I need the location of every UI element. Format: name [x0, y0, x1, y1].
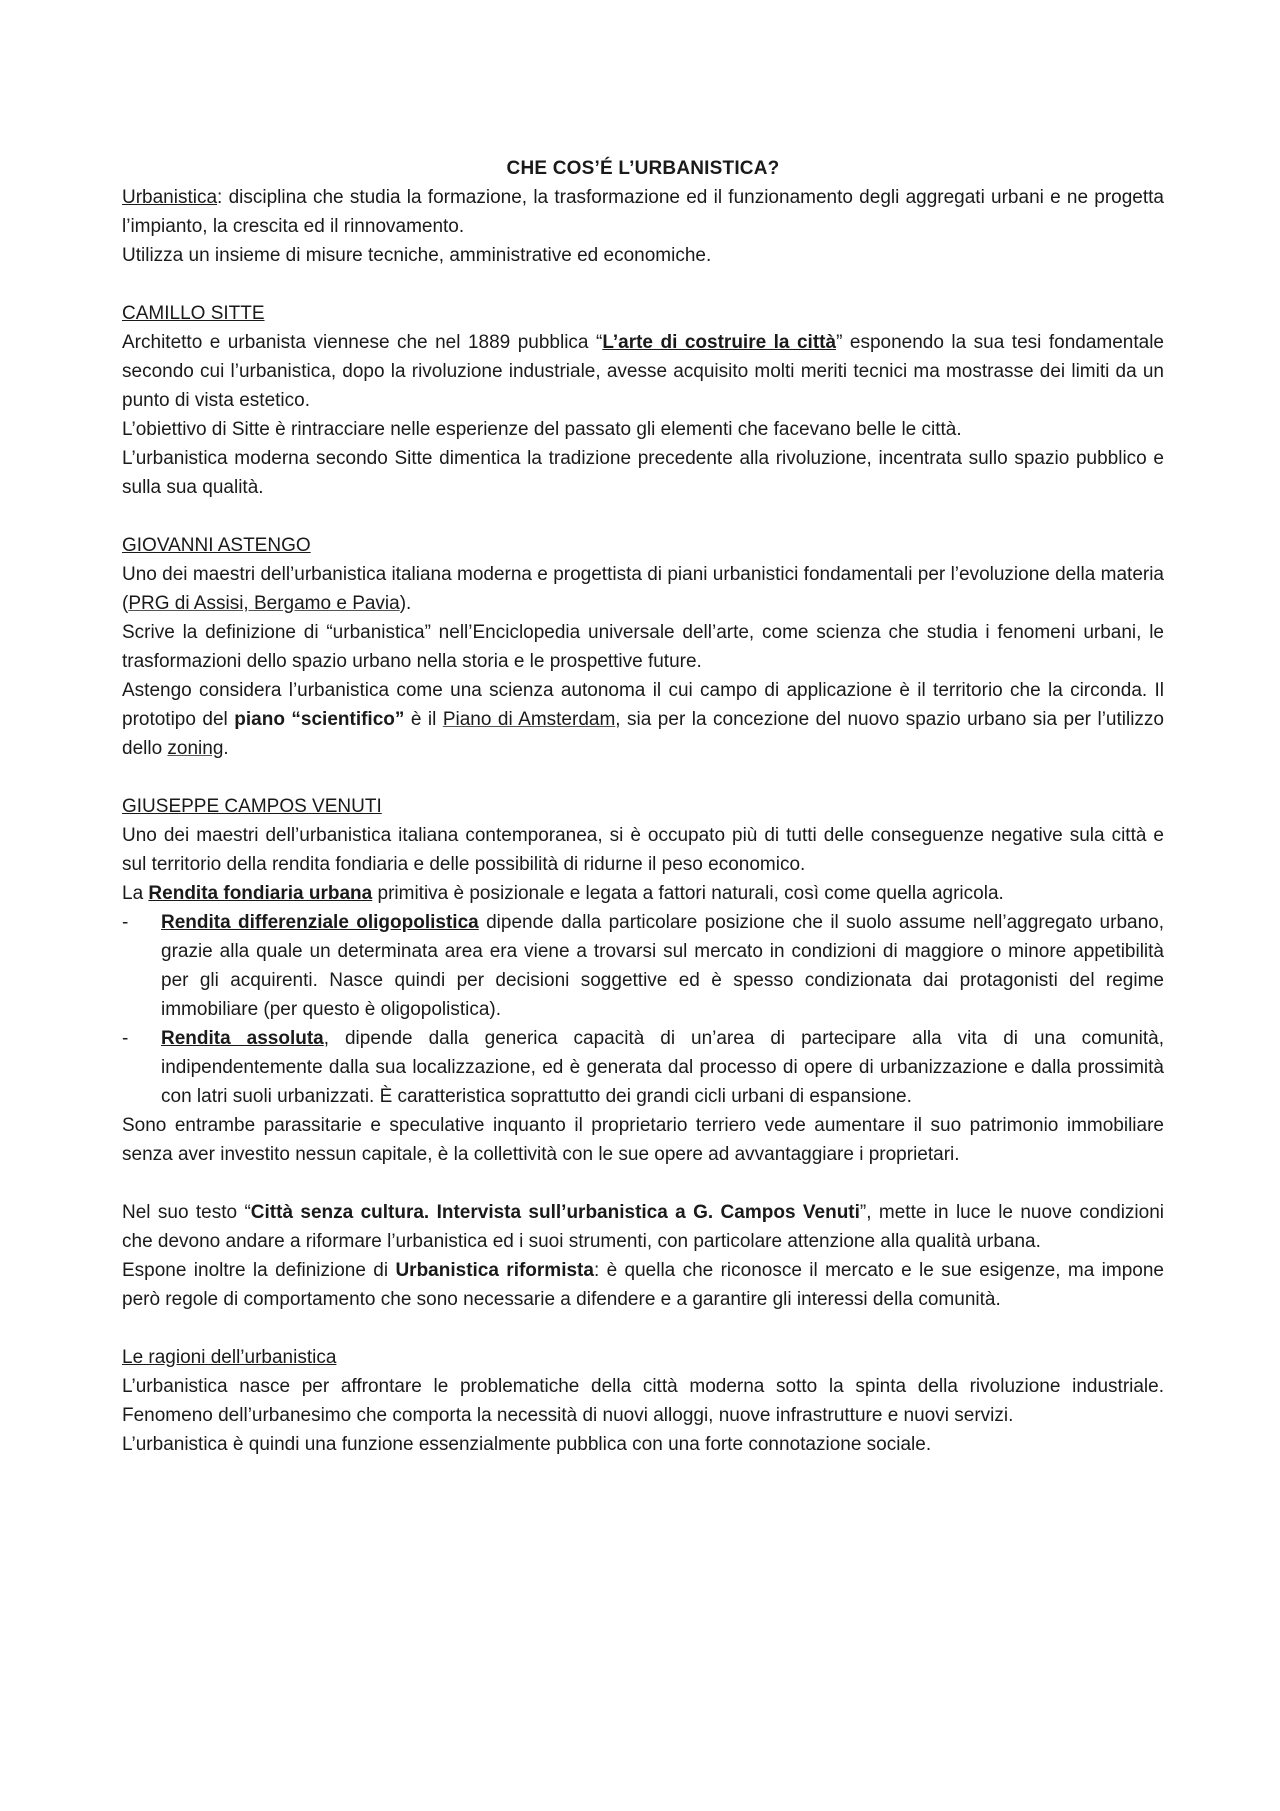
section-heading-astengo: GIOVANNI ASTENGO [122, 535, 311, 556]
campos-text: Espone inoltre la definizione di [122, 1260, 396, 1281]
astengo-text: . [223, 738, 229, 759]
bullet-dash: - [122, 1028, 129, 1049]
campos-paragraph-1: Uno dei maestri dell’urbanistica italiana contemporanea, si è occupato più di tutti delle conseguenze negative sula città e sul territorio della rendita fondiaria e delle possibilità di ridurne il peso economico. [122, 825, 1164, 875]
spacer [122, 1314, 1164, 1343]
spacer [122, 763, 1164, 792]
intro-paragraph [122, 183, 1164, 241]
campos-paragraph-4 [122, 1198, 1164, 1256]
sitte-text: ” esponendo la sua tesi fondamentale secondo cui l’urbanistica, dopo la rivoluzione industriale, avesse acquisito molti meriti tecnici ma mostrasse dei limiti da un punto di vista estetico. [122, 332, 1164, 411]
campos-text: primitiva è posizionale e legata a fattori naturali, così come quella agricola. [372, 883, 1004, 904]
page-title: CHE COS’É L’URBANISTICA? [506, 158, 780, 179]
astengo-paragraph-2: Scrive la definizione di “urbanistica” nell’Enciclopedia universale dell’arte, come scienza che studia i fenomeni urbani, le trasformazioni dello spazio urbano nella storia e le prospettive future. [122, 622, 1164, 672]
section-heading-ragioni: Le ragioni dell’urbanistica [122, 1347, 337, 1368]
campos-text: ”, mette in luce le nuove condizioni che devono andare a riformare l’urbanistica ed i suoi strumenti, con particolare attenzione alla qualità urbana. [122, 1202, 1165, 1252]
book-title-campos: Città senza cultura. Intervista sull’urbanistica a G. Campos Venuti [250, 1202, 860, 1223]
campos-text: Nel suo testo “ [122, 1202, 251, 1223]
campos-text: : è quella che riconosce il mercato e le sue esigenze, ma impone però regole di comportamento che sono necessarie a difendere e a garantire gli interessi della comunità. [122, 1260, 1164, 1310]
campos-paragraph-5 [122, 1256, 1164, 1314]
spacer [122, 502, 1164, 531]
ragioni-paragraph-1: L’urbanistica nasce per affrontare le problematiche della città moderna sotto la spinta della rivoluzione industriale. Fenomeno dell’urbanesimo che comporta la necessità di nuovi alloggi, nuove infrastrutture e nuovi servizi. [122, 1376, 1164, 1426]
list-item [122, 908, 1164, 1024]
astengo-text: è il [404, 709, 443, 730]
section-heading-campos: GIUSEPPE CAMPOS VENUTI [122, 796, 382, 817]
bullet-dash: - [122, 912, 129, 933]
piano-amsterdam: Piano di Amsterdam [442, 709, 616, 730]
spacer [122, 270, 1164, 299]
bullet-body: , dipende dalla generica capacità di un’area di partecipare alla vita di una comunità, indipendentemente dalla sua localizzazione, ed è generata dal processo di opere di urbanizzazione e dalla prossimità con latri suoli urbanizzati. È caratteristica soprattutto dei grandi cicli urbani di espansione. [161, 1028, 1164, 1107]
sitte-text: Architetto e urbanista viennese che nel 1889 pubblica “ [122, 332, 603, 353]
piano-scientifico: piano “scientifico” [234, 709, 405, 730]
astengo-paragraph-3 [122, 676, 1164, 763]
list-item [122, 1024, 1164, 1111]
intro-definition: : disciplina che studia la formazione, la trasformazione ed il funzionamento degli aggregati urbani e ne progetta l’impianto, la crescita ed il rinnovamento. [122, 187, 1164, 237]
urbanistica-riformista: Urbanistica riformista [395, 1260, 594, 1281]
bullet-body: dipende dalla particolare posizione che il suolo assume nell’aggregato urbano, grazie alla quale un determinata area era viene a trovarsi sul mercato in condizioni di maggiore o minore appetibilità per gli acquirenti. Nasce quindi per decisioni soggettive ed è spesso condizionata dai protagonisti del regime immobiliare (per questo è oligopolistica). [161, 912, 1164, 1020]
zoning-term: zoning [167, 738, 224, 759]
sitte-paragraph-1 [122, 328, 1164, 415]
campos-paragraph-3: Sono entrambe parassitarie e speculative inquanto il proprietario terriero vede aumentare il suo patrimonio immobiliare senza aver investito nessun capitale, è la collettività con le sue opere ad avvantaggiare i proprietari. [122, 1115, 1164, 1165]
astengo-text: Astengo considera l’urbanistica come una scienza autonoma il cui campo di applicazione è il territorio che la circonda. Il prototipo del [122, 680, 1164, 730]
sitte-paragraph-2: L’obiettivo di Sitte è rintracciare nelle esperienze del passato gli elementi che facevano belle le città. [122, 419, 962, 440]
rendita-fondiaria-urbana: Rendita fondiaria urbana [148, 883, 373, 904]
bullet-text [161, 908, 1164, 1024]
astengo-text: ). [399, 593, 412, 614]
astengo-paragraph-1 [122, 560, 1164, 618]
campos-paragraph-2 [122, 879, 1164, 908]
astengo-text: , sia per la concezione del nuovo spazio urbano sia per l’utilizzo dello [122, 709, 1164, 759]
term-urbanistica: Urbanistica [122, 187, 218, 208]
document-page [122, 154, 1164, 1459]
prg-reference: PRG di Assisi, Bergamo e Pavia [128, 593, 400, 614]
book-title-sitte: L’arte di costruire la città [602, 332, 837, 353]
spacer [122, 1169, 1164, 1198]
astengo-text: Uno dei maestri dell’urbanistica italiana moderna e progettista di piani urbanistici fondamentali per l’evoluzione della materia ( [122, 564, 1164, 614]
campos-text: La [122, 883, 149, 904]
sitte-paragraph-3: L’urbanistica moderna secondo Sitte dimentica la tradizione precedente alla rivoluzione, incentrata sullo spazio pubblico e sulla sua qualità. [122, 448, 1164, 498]
intro-line2: Utilizza un insieme di misure tecniche, amministrative ed economiche. [122, 245, 712, 266]
bullet-text [161, 1024, 1164, 1111]
ragioni-paragraph-2: L’urbanistica è quindi una funzione essenzialmente pubblica con una forte connotazione sociale. [122, 1434, 932, 1455]
section-heading-sitte: CAMILLO SITTE [122, 303, 265, 324]
rendita-differenziale: Rendita differenziale oligopolistica [161, 912, 479, 933]
rendita-assoluta: Rendita assoluta [161, 1028, 324, 1049]
